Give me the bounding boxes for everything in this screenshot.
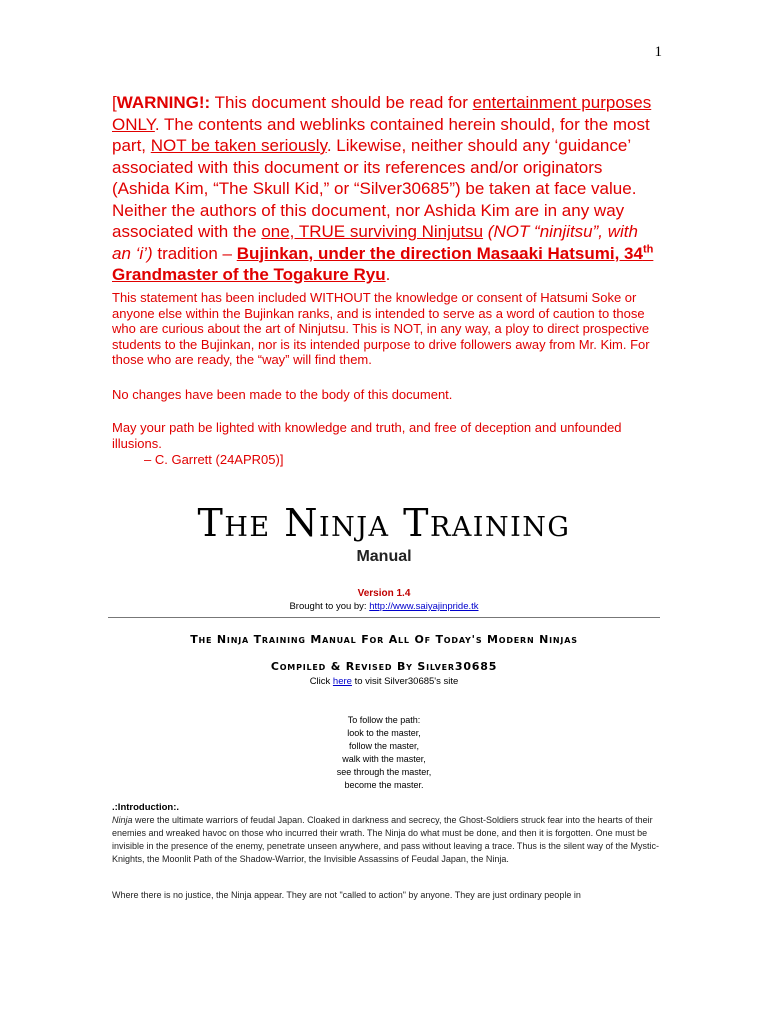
warning-grandmaster: Grandmaster of the Togakure Ryu	[112, 265, 386, 284]
poem-line: walk with the master,	[342, 754, 426, 764]
signoff: – C. Garrett (24APR05)]	[144, 452, 284, 467]
warning-text: This document should be read for	[210, 93, 473, 112]
here-link[interactable]: here	[332, 676, 352, 687]
no-changes-paragraph: No changes have been made to the body of this document.	[112, 387, 453, 402]
document-title: The Ninja Training	[197, 501, 571, 545]
justice-paragraph: Where there is no justice, the Ninja appear. They are not "called to action" by anyone. They are just ordinary people in	[112, 890, 581, 900]
version-label: Version 1.4	[357, 588, 411, 599]
website-link[interactable]: http://www.saiyajinpride.tk	[369, 601, 479, 612]
click-suffix: to visit Silver30685's site	[351, 676, 459, 687]
warning-superscript: th	[642, 242, 654, 255]
warning-label: WARNING!:	[116, 93, 211, 112]
intro-text: were the ultimate warriors of feudal Japan. Cloaked in darkness and secrecy, the Ghost-Soldiers struck fear into the hearts of their enemies and wreaked havoc on those who incurred their wrath. The Ninja do what must be done, and then it is forgotten. One must be invisible in the presence of the enemy, penetrate unseen anywhere, and pass without leaving a trace. Thus is the silent way of the Mystic-Knights, the Moonlit Path of the Shadow-Warrior, the Invisible Assassins of Feudal Japan, the Ninja.	[112, 815, 659, 864]
intro-italic-word: Ninja	[112, 815, 133, 825]
click-line	[0, 676, 768, 687]
warning-text: . Likewise, neither should any ‘guidance’ associated with this document or its references and/or originators (Ashida Kim, “The Skull Kid,	[112, 136, 631, 198]
manual-heading: The Ninja Training Manual For All Of Today's Modern Ninjas	[190, 633, 578, 646]
warning-text: . The contents and weblinks contained herein should, for the most part,	[112, 114, 650, 155]
warning-italic-note: (NOT “ninjitsu”, with an ‘i’)	[112, 222, 638, 263]
page-number: 1	[654, 44, 662, 60]
brought-line	[0, 601, 768, 612]
warning-paragraph	[112, 92, 660, 286]
warning-underline-tradition: one, TRUE surviving Ninjutsu	[261, 222, 484, 241]
compiled-heading: Compiled & Revised By Silver30685	[270, 660, 498, 673]
warning-text: tradition –	[152, 243, 237, 263]
warning-underline-entertainment: entertainment purposes ONLY	[112, 93, 652, 134]
poem-line: look to the master,	[347, 728, 421, 738]
warning-text: Silver30685”) be taken at face value. Neither the authors of this document, nor Ashida Kim are in any way associated with the	[112, 179, 637, 241]
poem-line: become the master.	[344, 780, 424, 790]
document-subtitle: Manual	[356, 548, 412, 565]
poem	[0, 714, 768, 792]
caution-paragraph: This statement has been included WITHOUT the knowledge or consent of Hatsumi Soke or anyone else within the Bujinkan ranks, and is intended to serve as a word of caution to those who are curious about the art of Ninjutsu. This is NOT, in any way, a ploy to direct prospective students to the Bujinkan, nor is its intended purpose to drive followers away from Mr. Kim. For those who are ready, the “way” will find them.	[112, 290, 650, 367]
poem-line: see through the master,	[336, 767, 432, 777]
intro-paragraph	[112, 814, 664, 866]
divider-line	[108, 617, 660, 618]
warning-open-bracket: [	[112, 93, 117, 112]
warning-text: ” or “	[323, 179, 360, 198]
click-prefix: Click	[309, 676, 333, 687]
poem-line: To follow the path:	[347, 715, 421, 725]
blessing-paragraph: May your path be lighted with knowledge and truth, and free of deception and unfounded illusions.	[112, 420, 622, 451]
warning-bujinkan: Bujinkan, under the direction Masaaki Hatsumi, 34	[236, 243, 643, 263]
poem-line: follow the master,	[348, 741, 420, 751]
introduction-heading: .:Introduction:.	[112, 802, 180, 813]
brought-prefix: Brought to you by:	[289, 601, 370, 612]
warning-underline-not-serious: NOT be taken seriously	[150, 136, 327, 155]
warning-text: .	[385, 265, 391, 284]
